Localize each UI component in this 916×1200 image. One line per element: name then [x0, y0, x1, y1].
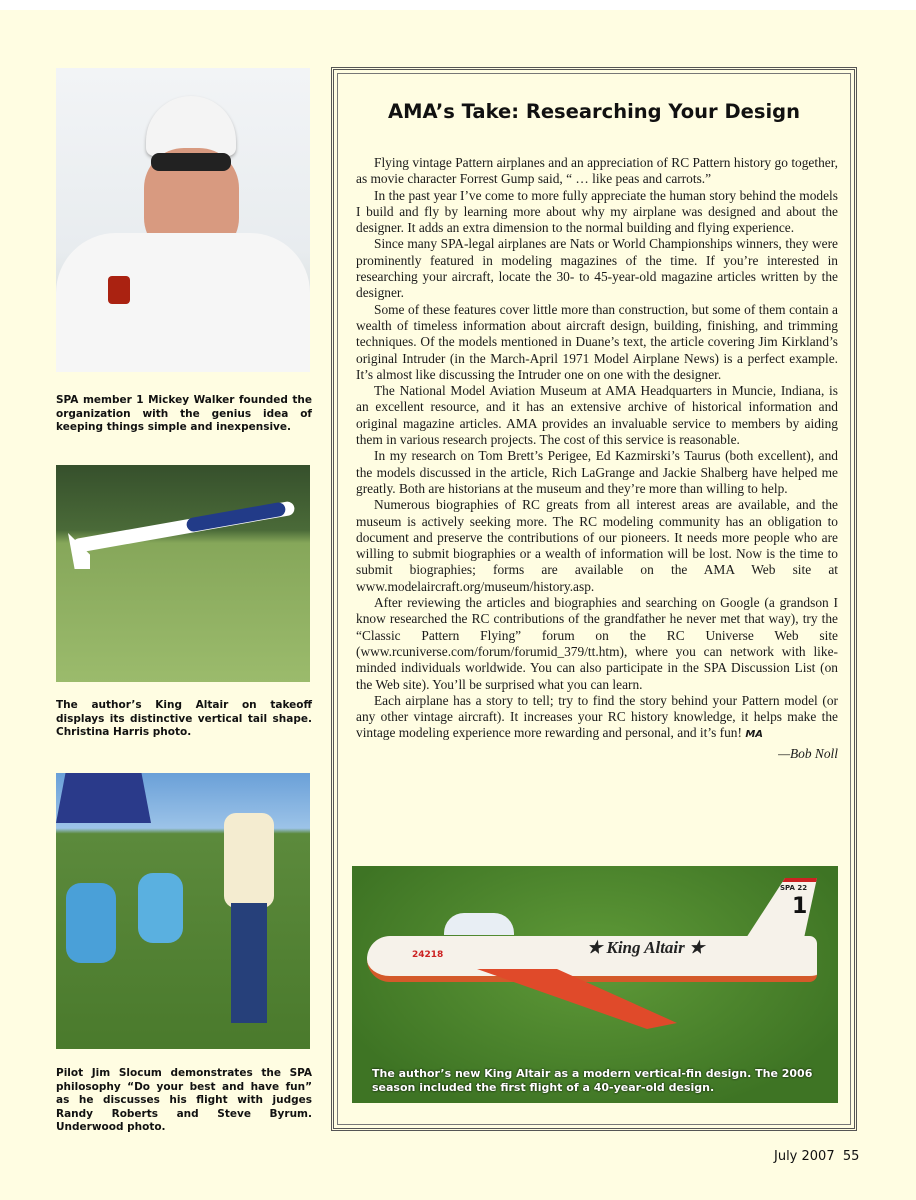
photo-jim-slocum	[56, 773, 310, 1049]
paragraph: The National Model Aviation Museum at AMA Headquarters in Muncie, Indiana, is an excellent resource, and it has an extensive archive of historical information and original magazine articles. AMA provides an invaluable service to members by aiding them in various research projects. The cost of this service is reasonable.	[356, 383, 838, 448]
paragraph: Some of these features cover little more than construction, but some of them contain a wealth of timeless information about aircraft design, building, finishing, and trimming techniques. Of the models mentioned in Duane’s text, the article covering Jim Kirkland’s original Intruder (in the March-April 1971 Model Airplane News) is a perfect example. It’s almost like discussing the Intruder one on one with the designer.	[356, 301, 838, 382]
article-title: AMA’s Take: Researching Your Design	[388, 100, 800, 123]
paragraph: Flying vintage Pattern airplanes and an appreciation of RC Pattern history go together, as movie character Forrest Gump said, “ … like peas and carrots.”	[356, 155, 838, 187]
page-number: 55	[842, 1149, 860, 1164]
end-mark: MA	[745, 729, 764, 741]
paragraph: In the past year I’ve come to more fully appreciate the human story behind the models I build and fly by learning more about why my airplane was designed and about the designer. It adds an extra dimension to the normal building and flying experience.	[356, 187, 838, 236]
caption-photo3: Pilot Jim Slocum demonstrates the SPA philosophy “Do your best and have fun” as he discusses his flight with judges Randy Roberts and Steve Byrum. Underwood photo.	[56, 1067, 312, 1133]
tail-label-text: SPA 22	[780, 884, 808, 892]
plane-name-text: ★ King Altair ★	[587, 938, 705, 957]
issue-date: July 2007	[774, 1149, 835, 1164]
paragraph	[356, 693, 838, 744]
caption-photo2: The author’s King Altair on takeoff displays its distinctive vertical tail shape. Christina Harris photo.	[56, 699, 312, 738]
paragraph: Since many SPA-legal airplanes are Nats or World Championships winners, they were prominently featured in modeling magazines of the time. If you’re interested in researching your aircraft, locate the 30- to 45-year-old magazine articles written by the designer.	[356, 236, 838, 301]
top-margin	[0, 0, 916, 10]
signature: —Bob Noll	[778, 745, 838, 761]
paragraph-text: Each airplane has a story to tell; try to find the story behind your Pattern model (or any other vintage aircraft). It increases your RC history knowledge, it helps make the vintage modeling experience more rewarding and personal, and it’s fun!	[356, 692, 838, 741]
paragraph: Numerous biographies of RC greats from all interest areas are available, and the museum is actively seeking more. The RC modeling community has an obligation to document and preserve the contributions of our pioneers. It needs more people who are willing to submit biographies or a wealth of information will be lost. Now is the time to submit biographies; forms are available on the AMA Web site at www.modelaircraft.org/museum/history.asp.	[356, 497, 838, 594]
plane-registration-text: 24218	[412, 950, 444, 960]
caption-photo1: SPA member 1 Mickey Walker founded the organization with the genius idea of keeping things simple and inexpensive.	[56, 394, 312, 433]
tail-number-text: 1	[792, 894, 808, 919]
page-footer	[774, 1149, 859, 1164]
photo-mickey-walker	[56, 68, 310, 372]
article-body	[356, 155, 838, 762]
caption-photo4: The author’s new King Altair as a modern vertical-fin design. The 2006 season included the first flight of a 40-year-old design.	[372, 1067, 813, 1094]
photo-king-altair-takeoff	[56, 465, 310, 682]
paragraph: In my research on Tom Brett’s Perigee, Ed Kazmirski’s Taurus (both excellent), and the models discussed in the article, Rich LaGrange and Jackie Shalberg have helped me greatly. Both are historians at the museum and they’re more than willing to help.	[356, 448, 838, 496]
paragraph: After reviewing the articles and biographies and searching on Google (a grandson I know researched the RC contributions of the grandfather he never met that way), try the “Classic Pattern Flying” forum on the RC Universe Web site (www.rcuniverse.com/forum/forumid_379/tt.htm), where you can network with like-minded individuals worldwide. You can also participate in the SPA Discussion List (on the Web site). You’ll be surprised what you can learn.	[356, 595, 838, 692]
sidebar-article	[331, 67, 857, 1131]
photo-new-king-altair	[352, 866, 838, 1103]
